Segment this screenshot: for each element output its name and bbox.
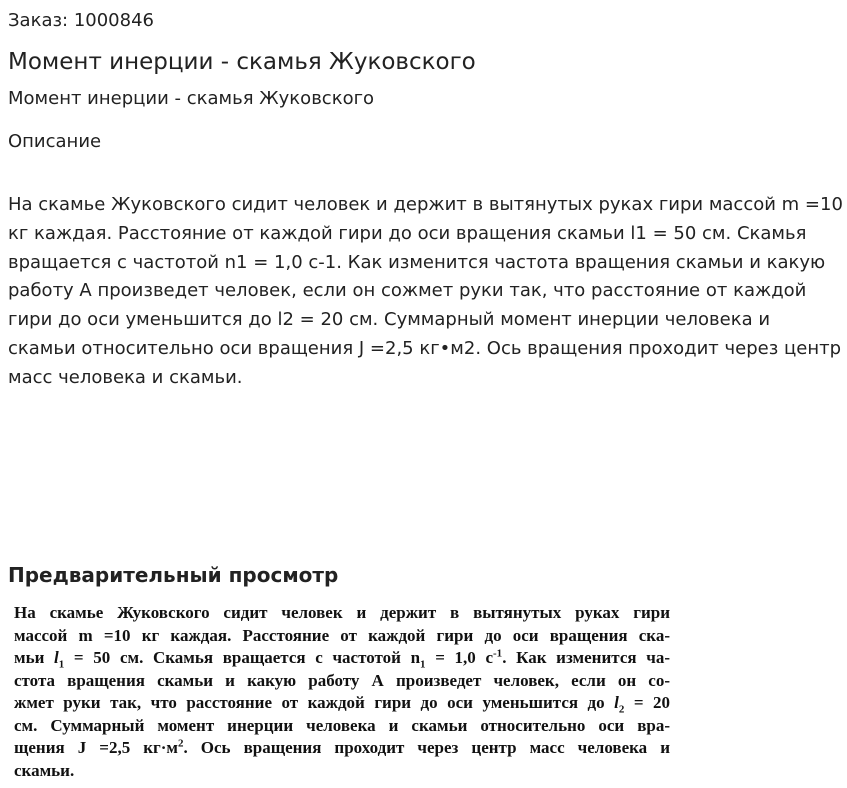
description-heading: Описание: [8, 131, 102, 152]
preview-line: [14, 602, 670, 625]
preview-variable: l: [54, 648, 59, 667]
preview-text: щения J =2,5 кг·м: [14, 738, 178, 757]
preview-superscript: 2: [178, 737, 184, 750]
preview-line: [14, 670, 670, 693]
preview-line: [14, 625, 670, 648]
preview-line: [14, 715, 670, 738]
preview-subscript: 1: [58, 658, 65, 671]
preview-superscript: -1: [493, 647, 503, 660]
preview-text: массой m =10 кг каждая. Расстояние от каждой гири до оси вращения ска-: [14, 625, 670, 645]
preview-line: [14, 647, 670, 670]
preview-line: [14, 692, 670, 715]
description-text: На скамье Жуковского сидит человек и держит в вытянутых руках гири массой m =10 кг каждая. Расстояние от каждой гири до оси вращения скамьи l1 = 50 см. Скамья вращается с частотой n1 = 1,0 с-1. Как изменится частота вращения скамьи и какую работу А произведет человек, если он сожмет руки так, что расстояние от каждой гири до оси уменьшится до l2 = 20 см. Суммарный момент инерции человека и скамьи относительно оси вращения J =2,5 кг•м2. Ось вращения проходит через центр масс человека и скамьи.: [8, 194, 843, 388]
preview-text: см. Суммарный момент инерции человека и скамьи относительно оси вра-: [14, 715, 670, 735]
preview-line: [14, 737, 670, 760]
preview-text: На скамье Жуковского сидит человек и держит в вытянутых руках гири: [14, 603, 670, 622]
preview-text: скамьи.: [14, 760, 75, 780]
preview-text: мьи: [14, 648, 55, 667]
preview-text: = 20: [624, 693, 670, 712]
preview-heading: Предварительный просмотр: [8, 563, 339, 587]
preview-variable: l: [614, 693, 619, 712]
preview-text: жмет руки так, что расстояние от каждой гири до оси уменьшится до: [14, 693, 615, 712]
preview-subscript: 2: [618, 703, 625, 716]
page-title: Момент инерции - скамья Жуковского: [8, 49, 476, 75]
page-subtitle: Момент инерции - скамья Жуковского: [8, 88, 375, 109]
preview-image: [14, 602, 670, 778]
preview-text: . Как изменится ча-: [502, 648, 670, 667]
preview-text: . Ось вращения проходит через центр масс человека и: [183, 738, 671, 757]
preview-subscript: 1: [420, 658, 426, 671]
preview-text: = 1,0 с: [425, 648, 494, 667]
preview-line: [14, 760, 670, 783]
preview-text: стота вращения скамьи и какую работу А произведет человек, если он со-: [14, 670, 670, 690]
order-number: Заказ: 1000846: [8, 10, 154, 31]
preview-text: = 50 см. Скамья вращается с частотой n: [64, 648, 421, 667]
